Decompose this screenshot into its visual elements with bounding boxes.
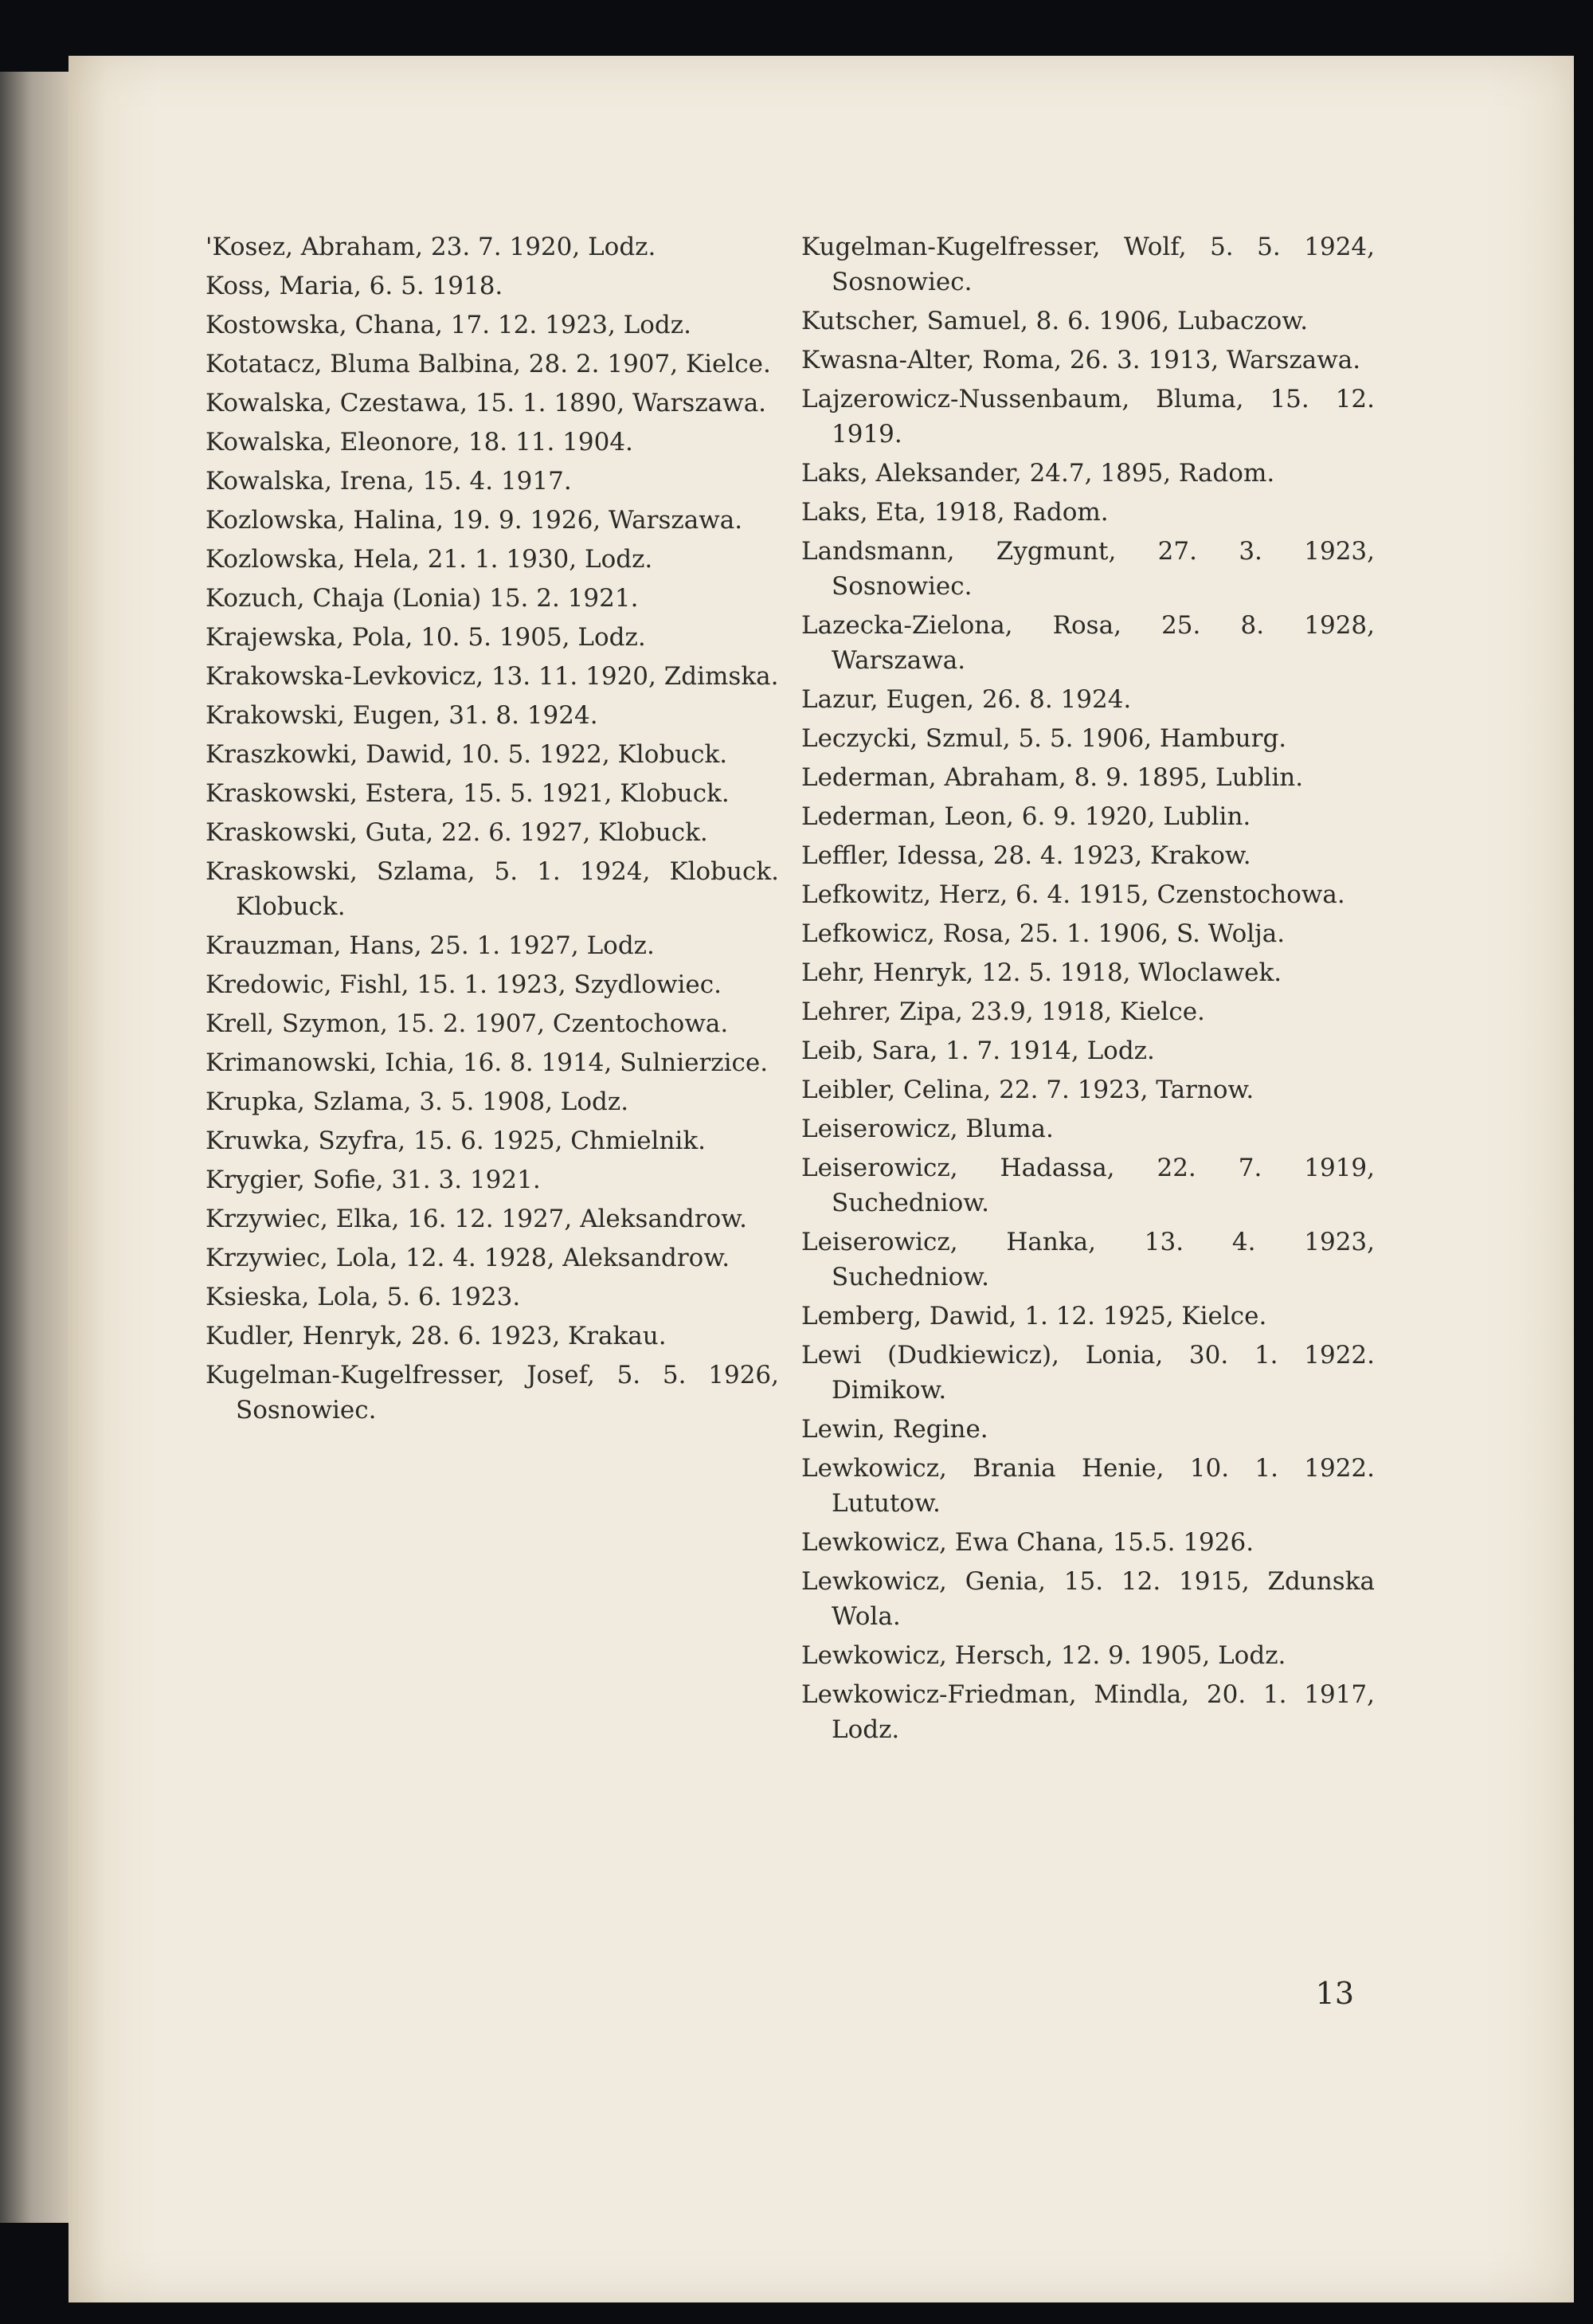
list-entry: Kraskowski, Szlama, 5. 1. 1924, Klobuck. Klobuck. (205, 857, 779, 921)
list-entry: Lazecka-Zielona, Rosa, 25. 8. 1928, Warszawa. (801, 611, 1375, 675)
facing-page-edge (0, 72, 68, 2223)
list-entry: Ksieska, Lola, 5. 6. 1923. (205, 1283, 521, 1311)
list-entry: Krajewska, Pola, 10. 5. 1905, Lodz. (205, 623, 646, 652)
list-entry: Lehr, Henryk, 12. 5. 1918, Wloclawek. (801, 958, 1282, 987)
list-entry: Kraszkowki, Dawid, 10. 5. 1922, Klobuck. (205, 740, 728, 769)
list-entry: Lederman, Abraham, 8. 9. 1895, Lublin. (801, 763, 1304, 792)
list-entry: Lewkowicz, Ewa Chana, 15.5. 1926. (801, 1528, 1254, 1557)
list-entry: Lehrer, Zipa, 23.9, 1918, Kielce. (801, 997, 1205, 1026)
list-entry: Krakowski, Eugen, 31. 8. 1924. (205, 701, 598, 730)
list-entry: Lewkowicz, Genia, 15. 12. 1915, Zdunska Wola. (801, 1567, 1375, 1631)
list-entry: Lewi (Dudkiewicz), Lonia, 30. 1. 1922. Dimikow. (801, 1341, 1375, 1405)
list-entry: Krimanowski, Ichia, 16. 8. 1914, Sulnierzice. (205, 1048, 769, 1077)
list-entry: Lewkowicz-Friedman, Mindla, 20. 1. 1917, Lodz. (801, 1680, 1375, 1744)
list-entry: Lajzerowicz-Nussenbaum, Bluma, 15. 12. 1919. (801, 385, 1375, 449)
list-entry: Krupka, Szlama, 3. 5. 1908, Lodz. (205, 1088, 629, 1116)
list-entry: Leiserowicz, Bluma. (801, 1115, 1054, 1143)
list-entry: Laks, Aleksander, 24.7, 1895, Radom. (801, 459, 1275, 488)
list-entry: Krauzman, Hans, 25. 1. 1927, Lodz. (205, 931, 655, 960)
list-entry: Kozlowska, Hela, 21. 1. 1930, Lodz. (205, 545, 653, 574)
list-entry: Lederman, Leon, 6. 9. 1920, Lublin. (801, 802, 1251, 831)
list-entry: Kredowic, Fishl, 15. 1. 1923, Szydlowiec. (205, 970, 722, 999)
page-number: 13 (1315, 1976, 1354, 2011)
list-entry: Krzywiec, Lola, 12. 4. 1928, Aleksandrow. (205, 1244, 730, 1272)
list-entry: Kruwka, Szyfra, 15. 6. 1925, Chmielnik. (205, 1127, 706, 1155)
list-entry: Kostowska, Chana, 17. 12. 1923, Lodz. (205, 311, 691, 339)
list-entry: Leib, Sara, 1. 7. 1914, Lodz. (801, 1037, 1155, 1065)
list-entry: Kozlowska, Halina, 19. 9. 1926, Warszawa. (205, 506, 743, 535)
list-entry: Kowalska, Irena, 15. 4. 1917. (205, 467, 572, 496)
left-column (205, 229, 779, 1432)
list-entry: Kowalska, Czestawa, 15. 1. 1890, Warszawa. (205, 389, 767, 417)
list-entry: Kotatacz, Bluma Balbina, 28. 2. 1907, Kielce. (205, 350, 771, 378)
list-entry: Kowalska, Eleonore, 18. 11. 1904. (205, 428, 633, 457)
list-entry: Lewkowicz, Hersch, 12. 9. 1905, Lodz. (801, 1641, 1286, 1670)
list-entry: Lefkowitz, Herz, 6. 4. 1915, Czenstochowa. (801, 880, 1345, 909)
list-entry: Kwasna-Alter, Roma, 26. 3. 1913, Warszawa. (801, 346, 1361, 374)
list-entry: Krell, Szymon, 15. 2. 1907, Czentochowa. (205, 1009, 729, 1038)
list-entry: Leffler, Idessa, 28. 4. 1923, Krakow. (801, 841, 1251, 870)
list-entry: Koss, Maria, 6. 5. 1918. (205, 272, 503, 300)
list-entry: Lefkowicz, Rosa, 25. 1. 1906, S. Wolja. (801, 919, 1286, 948)
list-entry: Laks, Eta, 1918, Radom. (801, 498, 1109, 527)
list-entry: Krygier, Sofie, 31. 3. 1921. (205, 1166, 541, 1194)
list-entry: Leiserowicz, Hanka, 13. 4. 1923, Suchedniow. (801, 1228, 1375, 1291)
list-entry: Kugelman-Kugelfresser, Wolf, 5. 5. 1924, Sosnowiec. (801, 233, 1375, 296)
list-entry: Kudler, Henryk, 28. 6. 1923, Krakau. (205, 1322, 667, 1350)
list-entry: Lazur, Eugen, 26. 8. 1924. (801, 685, 1132, 714)
right-column (801, 229, 1375, 1751)
list-entry: Kutscher, Samuel, 8. 6. 1906, Lubaczow. (801, 307, 1309, 335)
list-entry: 'Kosez, Abraham, 23. 7. 1920, Lodz. (205, 233, 656, 261)
list-entry: Leczycki, Szmul, 5. 5. 1906, Hamburg. (801, 724, 1287, 753)
list-entry: Leibler, Celina, 22. 7. 1923, Tarnow. (801, 1076, 1254, 1104)
list-entry: Kraskowski, Estera, 15. 5. 1921, Klobuck. (205, 779, 730, 808)
list-entry: Kugelman-Kugelfresser, Josef, 5. 5. 1926, Sosnowiec. (205, 1361, 779, 1425)
list-entry: Lemberg, Dawid, 1. 12. 1925, Kielce. (801, 1302, 1267, 1331)
list-entry: Lewin, Regine. (801, 1415, 988, 1444)
list-entry: Landsmann, Zygmunt, 27. 3. 1923, Sosnowiec. (801, 537, 1375, 601)
list-entry: Kraskowski, Guta, 22. 6. 1927, Klobuck. (205, 818, 708, 847)
list-entry: Krzywiec, Elka, 16. 12. 1927, Aleksandrow. (205, 1205, 747, 1233)
list-entry: Krakowska-Levkovicz, 13. 11. 1920, Zdimska. (205, 662, 779, 691)
list-entry: Kozuch, Chaja (Lonia) 15. 2. 1921. (205, 584, 639, 613)
list-entry: Leiserowicz, Hadassa, 22. 7. 1919, Suchedniow. (801, 1154, 1375, 1217)
list-entry: Lewkowicz, Brania Henie, 10. 1. 1922. Lututow. (801, 1454, 1375, 1518)
